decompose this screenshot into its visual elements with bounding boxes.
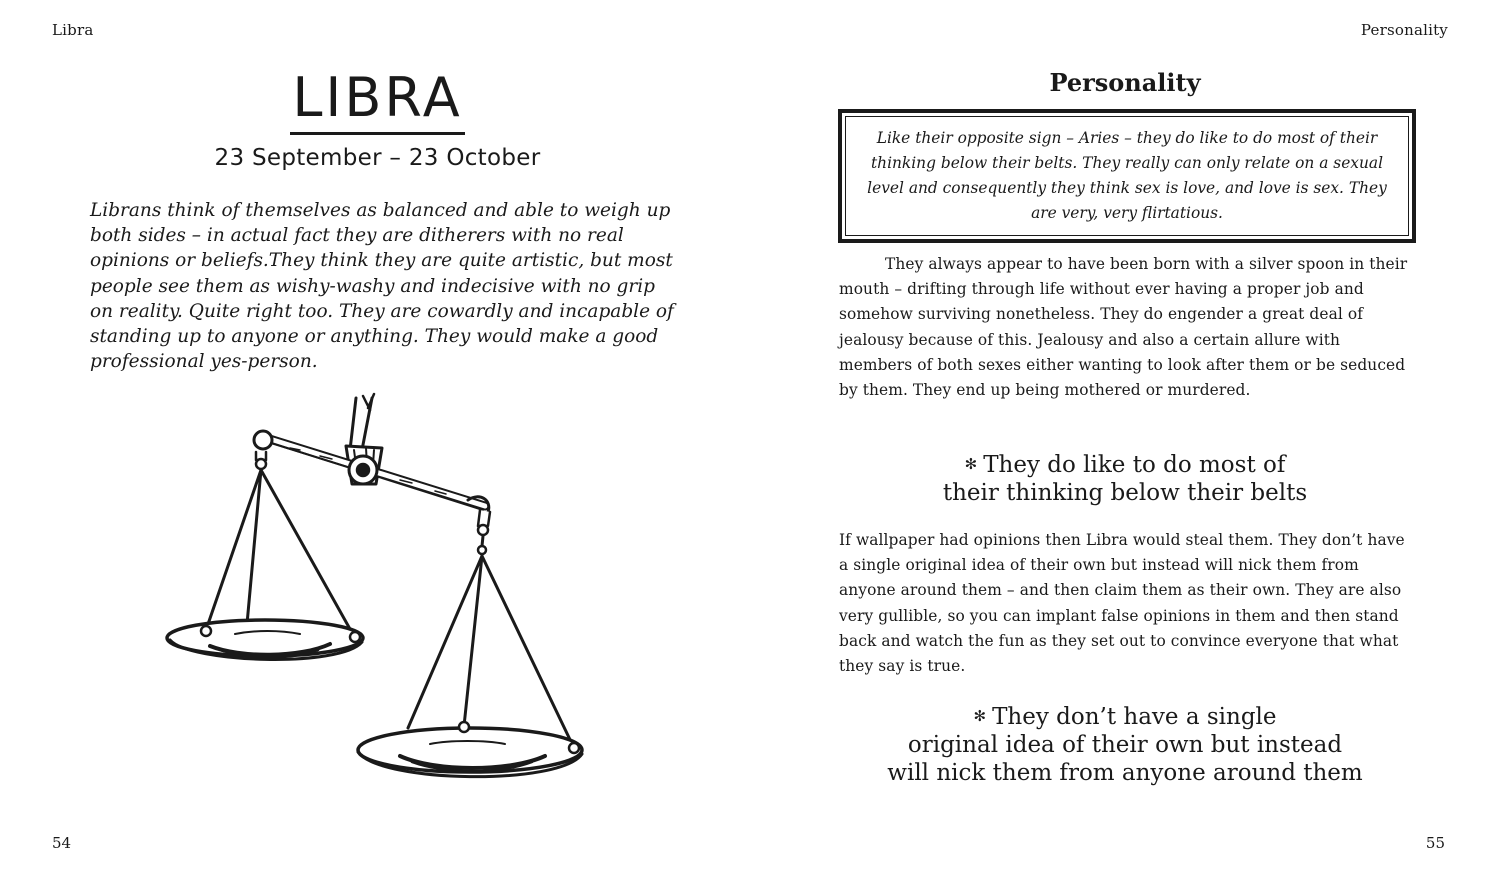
pullquote-1 bbox=[838, 450, 1412, 507]
page-number-right: 55 bbox=[1425, 834, 1445, 852]
body-paragraph-1: They always appear to have been born with a silver spoon in their mouth – drifting through life without ever having a proper job and somehow surviving nonetheless. They do engender a great deal of jealousy because of this. Jealousy and also a certain allure with members of both sexes either wanting to look after them or be seduced by them. They end up being mothered or murdered. bbox=[839, 255, 1408, 400]
section-heading: Personality bbox=[1049, 68, 1201, 97]
sign-title bbox=[0, 68, 755, 135]
running-head-left: Libra bbox=[52, 21, 94, 39]
pullquote-2-line-1: They don’t have a single bbox=[992, 704, 1277, 730]
body-paragraph-2: If wallpaper had opinions then Libra would steal them. They don’t have a single original idea of their own but instead will nick them from anyone around them – and then claim them as their own. They are also very gullible, so you can implant false opinions in them and then stand back and watch the fun as they set out to convince everyone that what they say is true. bbox=[839, 531, 1405, 676]
pullquote-1-line-1: They do like to do most of bbox=[983, 452, 1286, 478]
callout-inner-frame bbox=[845, 116, 1409, 236]
sign-dates: 23 September – 23 October bbox=[214, 145, 541, 171]
sign-title-text: LIBRA bbox=[290, 68, 464, 135]
pullquote-2 bbox=[838, 702, 1412, 787]
intro-paragraph: Librans think of themselves as balanced and able to weigh up both sides – in actual fact they are ditherers with no real opinions or beliefs.They think they are quite artistic, but most people see them as wishy-washy and indecisive with no grip on reality. Quite right too. They are cowardly and incapable of standing up to anyone or anything. They would make a good professional yes-person. bbox=[90, 200, 674, 373]
page-number-left: 54 bbox=[52, 834, 72, 852]
asterisk-bullet-icon: ✻ bbox=[973, 707, 987, 725]
asterisk-bullet-icon: ✻ bbox=[964, 455, 978, 473]
pullquote-2-line-3: will nick them from anyone around them bbox=[887, 760, 1363, 786]
callout-box bbox=[838, 109, 1416, 243]
pullquote-1-line-2: their thinking below their belts bbox=[942, 480, 1308, 506]
running-head-right: Personality bbox=[1360, 21, 1448, 39]
balance-scales-icon bbox=[150, 388, 600, 803]
callout-text: Like their opposite sign – Aries – they do like to do most of their thinking below their belts. They really can only relate on a sexual level and consequently they think sex is love, and love is sex. They are very, very flirtatious. bbox=[867, 129, 1387, 222]
pullquote-2-line-2: original idea of their own but instead bbox=[907, 732, 1343, 758]
